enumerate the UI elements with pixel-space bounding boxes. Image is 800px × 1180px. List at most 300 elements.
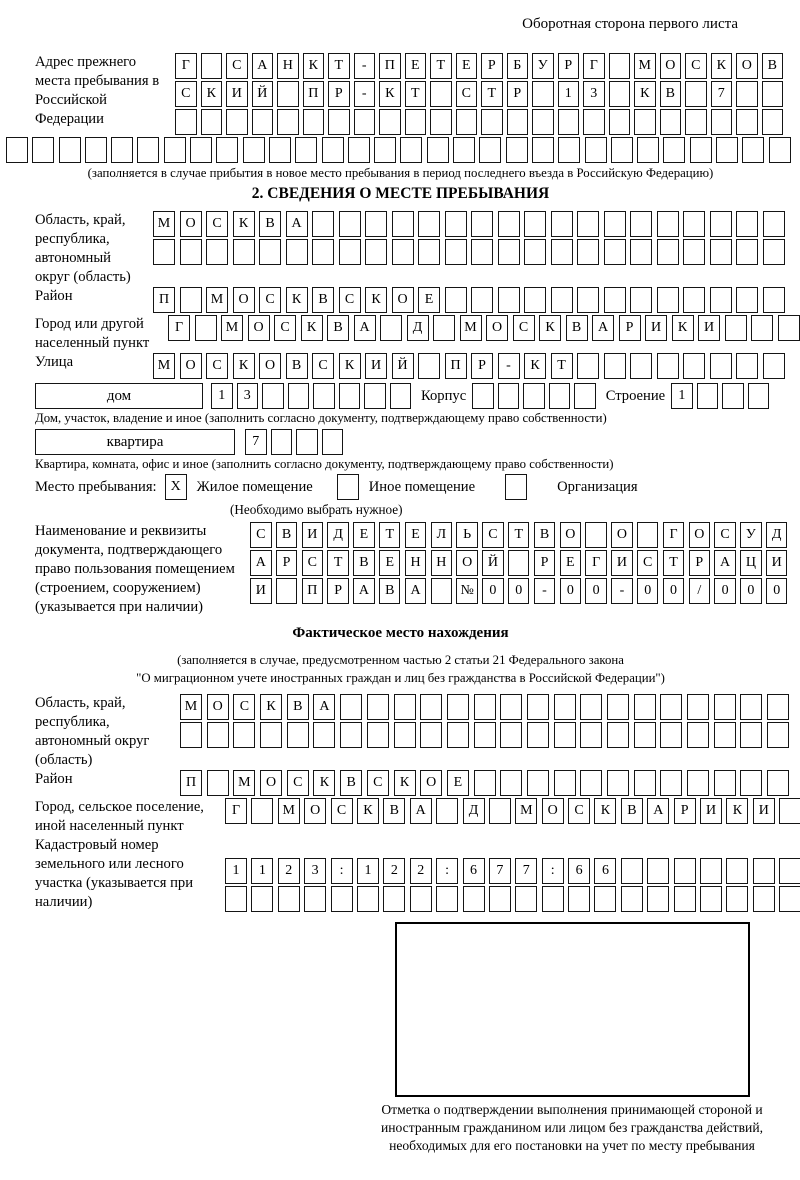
char-box[interactable] [711, 109, 733, 135]
char-box[interactable] [779, 886, 800, 912]
char-box[interactable] [577, 211, 599, 237]
char-box[interactable] [339, 211, 361, 237]
char-box[interactable] [447, 722, 469, 748]
char-box[interactable] [577, 353, 599, 379]
char-box[interactable]: Т [481, 81, 503, 107]
char-box[interactable] [515, 886, 537, 912]
char-box[interactable] [357, 886, 379, 912]
char-box[interactable] [604, 239, 626, 265]
char-box[interactable] [410, 886, 432, 912]
char-box[interactable] [657, 239, 679, 265]
char-box[interactable] [394, 694, 416, 720]
char-box[interactable] [427, 137, 449, 163]
char-box[interactable] [463, 886, 485, 912]
char-box[interactable]: 1 [357, 858, 379, 884]
char-box[interactable] [259, 239, 281, 265]
char-box[interactable] [594, 886, 616, 912]
char-box[interactable] [604, 287, 626, 313]
char-box[interactable]: М [515, 798, 537, 824]
char-box[interactable] [685, 109, 707, 135]
char-box[interactable] [736, 211, 758, 237]
char-box[interactable]: Н [431, 550, 453, 576]
char-box[interactable]: И [753, 798, 775, 824]
char-box[interactable] [663, 137, 685, 163]
char-box[interactable]: М [206, 287, 228, 313]
char-box[interactable] [111, 137, 133, 163]
char-box[interactable] [471, 211, 493, 237]
char-box[interactable] [687, 722, 709, 748]
char-box[interactable] [287, 722, 309, 748]
char-box[interactable]: С [206, 353, 228, 379]
char-box[interactable]: С [513, 315, 535, 341]
char-box[interactable] [634, 694, 656, 720]
char-box[interactable]: М [221, 315, 243, 341]
char-box[interactable] [500, 770, 522, 796]
char-box[interactable] [660, 109, 682, 135]
char-box[interactable] [180, 287, 202, 313]
char-box[interactable]: 0 [585, 578, 607, 604]
char-box[interactable] [481, 109, 503, 135]
char-box[interactable]: А [252, 53, 274, 79]
char-box[interactable] [453, 137, 475, 163]
char-box[interactable] [243, 137, 265, 163]
char-box[interactable]: М [278, 798, 300, 824]
char-box[interactable] [278, 886, 300, 912]
char-box[interactable]: 1 [558, 81, 580, 107]
char-box[interactable] [753, 886, 775, 912]
char-box[interactable]: И [365, 353, 387, 379]
char-box[interactable] [779, 858, 800, 884]
char-box[interactable] [767, 770, 789, 796]
char-box[interactable] [683, 211, 705, 237]
char-box[interactable]: А [250, 550, 272, 576]
char-box[interactable] [508, 550, 530, 576]
char-box[interactable]: С [637, 550, 659, 576]
char-box[interactable]: У [532, 53, 554, 79]
char-box[interactable]: К [201, 81, 223, 107]
char-box[interactable]: Р [276, 550, 298, 576]
char-box[interactable]: К [303, 53, 325, 79]
char-box[interactable] [418, 211, 440, 237]
char-box[interactable]: П [303, 81, 325, 107]
char-box[interactable]: И [645, 315, 667, 341]
char-box[interactable] [726, 858, 748, 884]
char-box[interactable] [532, 109, 554, 135]
char-box[interactable]: Г [175, 53, 197, 79]
char-box[interactable]: 7 [711, 81, 733, 107]
char-box[interactable]: Р [534, 550, 556, 576]
char-box[interactable] [201, 53, 223, 79]
char-box[interactable] [312, 211, 334, 237]
char-box[interactable]: О [542, 798, 564, 824]
char-box[interactable] [647, 886, 669, 912]
char-box[interactable] [304, 886, 326, 912]
char-box[interactable] [710, 211, 732, 237]
char-box[interactable]: 6 [594, 858, 616, 884]
char-box[interactable]: К [524, 353, 546, 379]
char-box[interactable]: Й [482, 550, 504, 576]
char-box[interactable]: С [339, 287, 361, 313]
char-box[interactable] [367, 722, 389, 748]
char-box[interactable] [710, 239, 732, 265]
char-box[interactable] [392, 211, 414, 237]
char-box[interactable] [364, 383, 386, 409]
char-box[interactable]: 2 [410, 858, 432, 884]
char-box[interactable] [498, 211, 520, 237]
char-box[interactable]: П [445, 353, 467, 379]
char-box[interactable] [431, 578, 453, 604]
char-box[interactable] [233, 722, 255, 748]
char-box[interactable] [365, 239, 387, 265]
char-box[interactable] [700, 886, 722, 912]
char-box[interactable]: С [482, 522, 504, 548]
char-box[interactable] [474, 722, 496, 748]
char-box[interactable] [687, 694, 709, 720]
char-box[interactable]: О [736, 53, 758, 79]
char-box[interactable] [736, 353, 758, 379]
char-box[interactable]: Е [456, 53, 478, 79]
char-box[interactable]: Р [619, 315, 641, 341]
char-box[interactable] [207, 722, 229, 748]
char-box[interactable] [753, 858, 775, 884]
char-box[interactable]: О [689, 522, 711, 548]
char-box[interactable] [430, 81, 452, 107]
char-box[interactable] [524, 211, 546, 237]
char-box[interactable] [630, 287, 652, 313]
char-box[interactable] [660, 694, 682, 720]
char-box[interactable]: М [634, 53, 656, 79]
char-box[interactable] [527, 722, 549, 748]
char-box[interactable]: Д [327, 522, 349, 548]
char-box[interactable]: И [698, 315, 720, 341]
char-box[interactable]: С [302, 550, 324, 576]
char-box[interactable]: 0 [766, 578, 788, 604]
char-box[interactable]: Г [225, 798, 247, 824]
char-box[interactable] [551, 211, 573, 237]
char-box[interactable]: Й [252, 81, 274, 107]
char-box[interactable] [365, 211, 387, 237]
char-box[interactable]: В [762, 53, 784, 79]
char-box[interactable]: О [392, 287, 414, 313]
char-box[interactable] [647, 858, 669, 884]
char-box[interactable]: Д [463, 798, 485, 824]
char-box[interactable]: К [260, 694, 282, 720]
char-box[interactable]: М [153, 211, 175, 237]
char-box[interactable] [660, 722, 682, 748]
char-box[interactable]: Р [481, 53, 503, 79]
char-box[interactable]: В [259, 211, 281, 237]
char-box[interactable] [489, 798, 511, 824]
char-box[interactable]: В [660, 81, 682, 107]
char-box[interactable] [472, 383, 494, 409]
char-box[interactable]: А [714, 550, 736, 576]
char-box[interactable] [726, 886, 748, 912]
char-box[interactable] [554, 722, 576, 748]
char-box[interactable] [542, 886, 564, 912]
char-box[interactable]: С [274, 315, 296, 341]
char-box[interactable] [585, 137, 607, 163]
char-box[interactable]: 1 [671, 383, 693, 409]
char-box[interactable]: Д [407, 315, 429, 341]
char-box[interactable] [313, 722, 335, 748]
char-box[interactable] [657, 287, 679, 313]
char-box[interactable] [226, 109, 248, 135]
char-box[interactable] [725, 315, 747, 341]
char-box[interactable] [779, 798, 800, 824]
char-box[interactable]: К [672, 315, 694, 341]
char-box[interactable]: О [420, 770, 442, 796]
char-box[interactable]: С [206, 211, 228, 237]
char-box[interactable]: Г [583, 53, 605, 79]
char-box[interactable] [714, 770, 736, 796]
char-box[interactable]: Р [674, 798, 696, 824]
char-box[interactable] [660, 770, 682, 796]
char-box[interactable]: И [611, 550, 633, 576]
char-box[interactable]: М [180, 694, 202, 720]
char-box[interactable] [295, 137, 317, 163]
char-box[interactable] [498, 287, 520, 313]
char-box[interactable] [303, 109, 325, 135]
char-box[interactable]: Т [508, 522, 530, 548]
char-box[interactable]: С [175, 81, 197, 107]
char-box[interactable]: № [456, 578, 478, 604]
char-box[interactable]: 2 [278, 858, 300, 884]
char-box[interactable] [690, 137, 712, 163]
char-box[interactable] [59, 137, 81, 163]
char-box[interactable]: - [611, 578, 633, 604]
char-box[interactable] [524, 287, 546, 313]
char-box[interactable] [500, 694, 522, 720]
char-box[interactable]: О [248, 315, 270, 341]
char-box[interactable] [762, 81, 784, 107]
char-box[interactable] [763, 353, 785, 379]
char-box[interactable] [716, 137, 738, 163]
char-box[interactable]: Е [560, 550, 582, 576]
char-box[interactable]: Е [353, 522, 375, 548]
char-box[interactable] [687, 770, 709, 796]
char-box[interactable] [607, 770, 629, 796]
char-box[interactable]: Г [168, 315, 190, 341]
house-type-box[interactable]: дом [35, 383, 203, 409]
char-box[interactable]: О [180, 211, 202, 237]
char-box[interactable]: М [233, 770, 255, 796]
char-box[interactable] [262, 383, 284, 409]
char-box[interactable] [445, 211, 467, 237]
char-box[interactable]: Т [327, 550, 349, 576]
char-box[interactable] [296, 429, 318, 455]
char-box[interactable]: И [226, 81, 248, 107]
char-box[interactable]: В [353, 550, 375, 576]
char-box[interactable] [436, 886, 458, 912]
char-box[interactable] [736, 109, 758, 135]
char-box[interactable] [207, 770, 229, 796]
char-box[interactable]: Р [327, 578, 349, 604]
char-box[interactable] [769, 137, 791, 163]
char-box[interactable]: В [312, 287, 334, 313]
char-box[interactable]: П [379, 53, 401, 79]
char-box[interactable]: П [180, 770, 202, 796]
char-box[interactable] [383, 886, 405, 912]
char-box[interactable] [611, 137, 633, 163]
char-box[interactable] [558, 109, 580, 135]
char-box[interactable] [252, 109, 274, 135]
char-box[interactable] [277, 109, 299, 135]
char-box[interactable] [286, 239, 308, 265]
char-box[interactable] [523, 383, 545, 409]
char-box[interactable] [479, 137, 501, 163]
char-box[interactable] [630, 353, 652, 379]
char-box[interactable] [436, 798, 458, 824]
char-box[interactable] [507, 109, 529, 135]
char-box[interactable]: С [714, 522, 736, 548]
char-box[interactable]: 6 [568, 858, 590, 884]
char-box[interactable] [288, 383, 310, 409]
checkbox-residential[interactable]: X [165, 474, 187, 500]
char-box[interactable] [532, 137, 554, 163]
char-box[interactable] [722, 383, 744, 409]
char-box[interactable] [527, 694, 549, 720]
char-box[interactable]: К [539, 315, 561, 341]
char-box[interactable] [630, 211, 652, 237]
char-box[interactable]: - [354, 81, 376, 107]
char-box[interactable] [322, 137, 344, 163]
char-box[interactable] [471, 239, 493, 265]
char-box[interactable]: О [560, 522, 582, 548]
char-box[interactable] [85, 137, 107, 163]
char-box[interactable] [498, 383, 520, 409]
char-box[interactable]: Е [447, 770, 469, 796]
char-box[interactable] [583, 109, 605, 135]
char-box[interactable] [710, 353, 732, 379]
char-box[interactable] [405, 109, 427, 135]
char-box[interactable]: 2 [383, 858, 405, 884]
char-box[interactable] [374, 137, 396, 163]
char-box[interactable]: Т [379, 522, 401, 548]
char-box[interactable]: С [331, 798, 353, 824]
char-box[interactable] [340, 694, 362, 720]
char-box[interactable]: Т [430, 53, 452, 79]
char-box[interactable]: Ц [740, 550, 762, 576]
char-box[interactable]: М [153, 353, 175, 379]
char-box[interactable] [683, 239, 705, 265]
char-box[interactable] [762, 109, 784, 135]
char-box[interactable] [339, 383, 361, 409]
char-box[interactable]: Н [277, 53, 299, 79]
char-box[interactable] [328, 109, 350, 135]
char-box[interactable] [340, 722, 362, 748]
char-box[interactable] [430, 109, 452, 135]
char-box[interactable]: 7 [515, 858, 537, 884]
char-box[interactable]: Е [405, 522, 427, 548]
char-box[interactable] [532, 81, 554, 107]
char-box[interactable]: О [304, 798, 326, 824]
char-box[interactable] [498, 239, 520, 265]
char-box[interactable] [471, 287, 493, 313]
char-box[interactable]: 0 [740, 578, 762, 604]
char-box[interactable]: К [594, 798, 616, 824]
char-box[interactable] [607, 722, 629, 748]
char-box[interactable]: 0 [560, 578, 582, 604]
char-box[interactable] [271, 429, 293, 455]
char-box[interactable]: К [394, 770, 416, 796]
char-box[interactable] [260, 722, 282, 748]
char-box[interactable]: К [339, 353, 361, 379]
char-box[interactable] [251, 798, 273, 824]
char-box[interactable]: С [233, 694, 255, 720]
char-box[interactable] [657, 353, 679, 379]
char-box[interactable]: В [340, 770, 362, 796]
char-box[interactable] [585, 522, 607, 548]
char-box[interactable]: Р [328, 81, 350, 107]
apartment-type-box[interactable]: квартира [35, 429, 235, 455]
char-box[interactable]: Ь [456, 522, 478, 548]
char-box[interactable]: У [740, 522, 762, 548]
char-box[interactable]: Д [766, 522, 788, 548]
char-box[interactable]: А [405, 578, 427, 604]
char-box[interactable] [742, 137, 764, 163]
char-box[interactable]: О [611, 522, 633, 548]
char-box[interactable]: Р [507, 81, 529, 107]
char-box[interactable]: К [365, 287, 387, 313]
char-box[interactable] [418, 239, 440, 265]
char-box[interactable] [767, 722, 789, 748]
char-box[interactable] [740, 694, 762, 720]
char-box[interactable] [420, 694, 442, 720]
char-box[interactable] [456, 109, 478, 135]
char-box[interactable] [637, 137, 659, 163]
char-box[interactable] [697, 383, 719, 409]
char-box[interactable] [180, 239, 202, 265]
char-box[interactable] [276, 578, 298, 604]
char-box[interactable] [400, 137, 422, 163]
char-box[interactable] [558, 137, 580, 163]
char-box[interactable]: В [534, 522, 556, 548]
char-box[interactable] [206, 239, 228, 265]
char-box[interactable] [634, 722, 656, 748]
char-box[interactable]: 7 [489, 858, 511, 884]
char-box[interactable]: 3 [304, 858, 326, 884]
char-box[interactable]: 0 [637, 578, 659, 604]
char-box[interactable] [778, 315, 800, 341]
char-box[interactable]: И [766, 550, 788, 576]
char-box[interactable] [527, 770, 549, 796]
char-box[interactable] [354, 109, 376, 135]
char-box[interactable] [767, 694, 789, 720]
char-box[interactable]: Б [507, 53, 529, 79]
char-box[interactable] [710, 287, 732, 313]
char-box[interactable] [637, 522, 659, 548]
char-box[interactable]: А [286, 211, 308, 237]
char-box[interactable]: 1 [251, 858, 273, 884]
char-box[interactable] [367, 694, 389, 720]
char-box[interactable]: И [700, 798, 722, 824]
char-box[interactable]: Р [471, 353, 493, 379]
char-box[interactable]: К [726, 798, 748, 824]
char-box[interactable]: 1 [211, 383, 233, 409]
char-box[interactable] [474, 694, 496, 720]
char-box[interactable] [164, 137, 186, 163]
char-box[interactable]: В [287, 694, 309, 720]
char-box[interactable]: В [379, 578, 401, 604]
char-box[interactable] [190, 137, 212, 163]
char-box[interactable] [580, 770, 602, 796]
char-box[interactable] [380, 315, 402, 341]
char-box[interactable]: О [207, 694, 229, 720]
char-box[interactable]: : [542, 858, 564, 884]
char-box[interactable]: 0 [482, 578, 504, 604]
checkbox-other-premises[interactable] [337, 474, 359, 500]
char-box[interactable] [225, 886, 247, 912]
